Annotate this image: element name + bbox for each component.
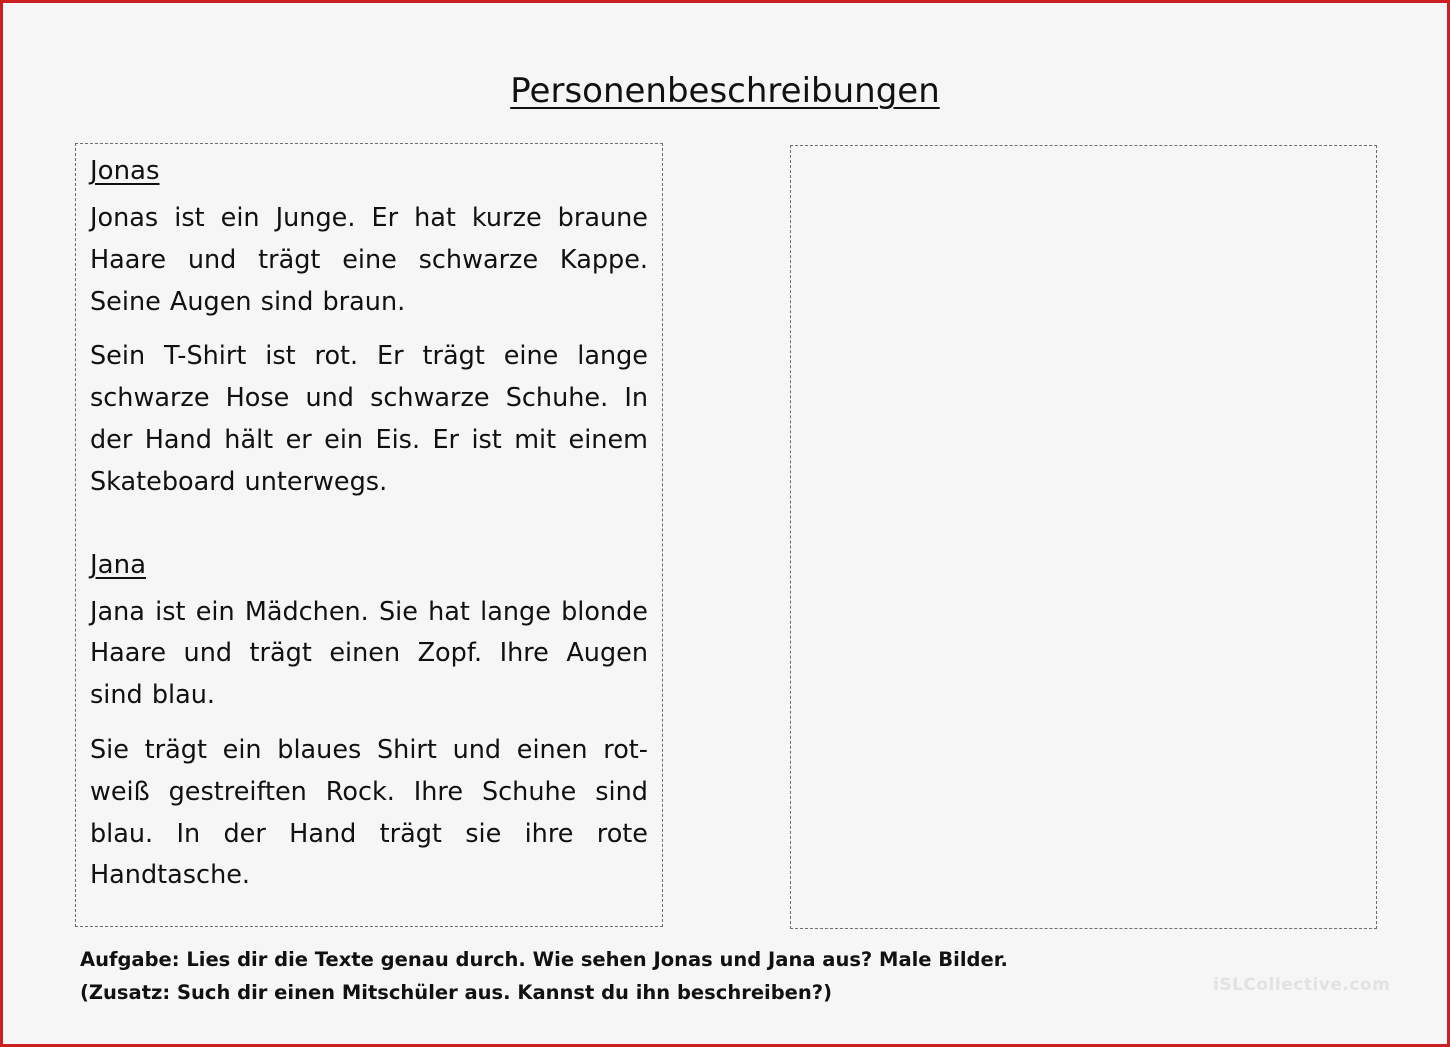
watermark-logo: iSLCollective.com: [1213, 975, 1391, 995]
drawing-area: [790, 145, 1377, 929]
person-name-jonas: Jonas: [90, 156, 160, 186]
person-jonas-paragraph-1: Jonas ist ein Junge. Er hat kurze braune Haare und trägt eine schwarze Kappe. Seine Augen sind braun.: [90, 203, 648, 317]
task-line-extra: (Zusatz: Such dir einen Mitschüler aus. Kannst du ihn beschreiben?): [80, 981, 833, 1004]
person-jana: [90, 546, 648, 898]
page-title: Personenbeschreibungen: [510, 71, 940, 111]
descriptions-box: [75, 143, 663, 927]
person-jana-paragraph-1: Jana ist ein Mädchen. Sie hat lange blonde Haare und trägt einen Zopf. Ihre Augen sind blau.: [90, 596, 648, 711]
person-jonas-paragraph-2: Sein T-Shirt ist rot. Er trägt eine lange schwarze Hose und schwarze Schuhe. In der Hand hält er ein Eis. Er ist mit einem Skateboard unterwegs.: [90, 341, 648, 497]
task-line-main: Aufgabe: Lies dir die Texte genau durch. Wie sehen Jonas und Jana aus? Male Bilder.: [80, 948, 1008, 971]
person-name-jana: Jana: [90, 549, 147, 580]
task-instructions: [80, 943, 1080, 1009]
person-jonas: [90, 152, 648, 504]
person-jana-paragraph-2: Sie trägt ein blaues Shirt und einen rot-weiß gestreiften Rock. Ihre Schuhe sind blau. In der Hand trägt sie ihre rote Handtasche.: [90, 734, 648, 891]
